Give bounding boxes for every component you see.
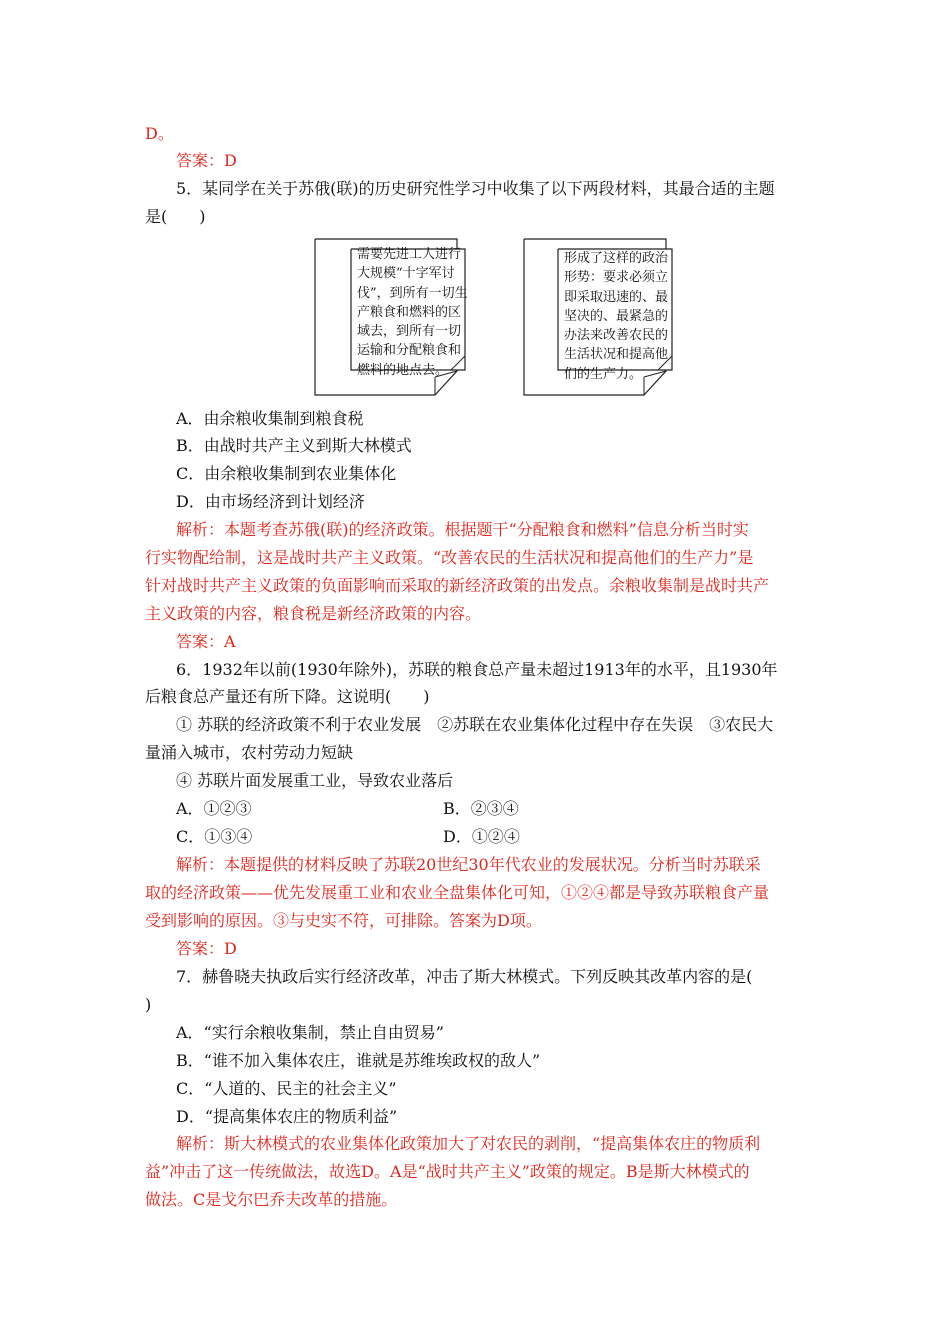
q6-option-d: D．①②④ (443, 827, 520, 846)
material-box-2 (522, 237, 682, 397)
q6-statement-line2: 量涌入城市，农村劳动力短缺 (145, 743, 354, 762)
material-text-2 (564, 249, 668, 384)
answer-label: 答案：D (176, 151, 237, 170)
q5-option-c: C．由余粮收集制到农业集体化 (176, 464, 397, 483)
previous-answer-tail: D。 (145, 124, 174, 143)
q7-explanation-line2: 益”冲击了这一传统做法，故选D。A是“战时共产主义”政策的规定。B是斯大林模式的 (145, 1162, 750, 1181)
q5-explanation-line3: 针对战时共产主义政策的负面影响而采取的新经济政策的出发点。余粮收集制是战时共产 (145, 576, 770, 595)
material-1-line: 产粮食和燃料的区 (357, 304, 462, 320)
q7-explanation-line1: 解析：斯大林模式的农业集体化政策加大了对农民的剥削，“提高集体农庄的物质利 (176, 1134, 761, 1153)
answer-q5: 答案：A (176, 632, 236, 651)
q5-explanation-line4: 主义政策的内容，粮食税是新经济政策的内容。 (145, 604, 482, 623)
material-2-line: 即采取迅速的、最 (564, 289, 669, 305)
material-1-line: 需要先进工人进行 (357, 247, 462, 262)
q6-statement-line3: ④ 苏联片面发展重工业，导致农业落后 (176, 771, 454, 790)
answer-q6: 答案：D (176, 939, 237, 958)
q6-explanation-line3: 受到影响的原因。③与史实不符，可排除。答案为D项。 (145, 911, 542, 930)
q7-explanation-line3: 做法。C是戈尔巴乔夫改革的措施。 (145, 1190, 398, 1209)
material-2-line: 办法来改善农民的 (564, 328, 669, 344)
q5-stem-line1: 5．某同学在关于苏俄(联)的历史研究性学习中收集了以下两段材料，其最合适的主题 (176, 179, 775, 198)
material-2-line: 生活状况和提高他 (564, 347, 669, 363)
q6-explanation-line2: 取的经济政策——优先发展重工业和农业全盘集体化可知，①②④都是导致苏联粮食产量 (145, 883, 770, 902)
q7-option-d: D．“提高集体农庄的物质利益” (176, 1107, 398, 1126)
q6-statement-line1: ① 苏联的经济政策不利于农业发展 ②苏联在农业集体化过程中存在失误 ③农民大 (176, 715, 774, 734)
q7-option-c: C．“人道的、民主的社会主义” (176, 1079, 397, 1098)
q6-option-a: A．①②③ (176, 799, 252, 818)
material-1-line: 大规模“十字军讨 (357, 266, 455, 282)
q6-option-b: B．②③④ (443, 799, 519, 818)
q7-option-b: B．“谁不加入集体农庄，谁就是苏维埃政权的敌人” (176, 1051, 541, 1070)
material-text-1 (357, 245, 468, 380)
material-2-line: 们的生产力。 (564, 366, 643, 382)
material-2-line: 形成了这样的政治 (564, 251, 669, 266)
q6-explanation-line1: 解析：本题提供的材料反映了苏联20世纪30年代农业的发展状况。分析当时苏联采 (176, 855, 761, 874)
q6-stem-line1: 6．1932年以前(1930年除外)，苏联的粮食总产量未超过1913年的水平，且1930年 (176, 660, 778, 679)
material-1-line: 域去，到所有一切 (357, 324, 462, 340)
q6-stem-line2: 后粮食总产量还有所下降。这说明( ) (145, 687, 430, 706)
q7-stem-line2: ) (145, 995, 152, 1014)
q6-option-c: C．①③④ (176, 827, 253, 846)
q5-option-b: B．由战时共产主义到斯大林模式 (176, 436, 412, 455)
q5-option-a: A．由余粮收集制到粮食税 (176, 409, 364, 428)
material-1-line: 燃料的地点去。 (357, 362, 449, 378)
q5-explanation-line1: 解析：本题考查苏俄(联)的经济政策。根据题干“分配粮食和燃料”信息分析当时实 (176, 520, 749, 539)
q5-stem-line2: 是( ) (145, 207, 206, 226)
q7-option-a: A．“实行余粮收集制，禁止自由贸易” (176, 1023, 444, 1042)
material-box-1 (313, 237, 473, 397)
q7-stem-line1: 7．赫鲁晓夫执政后实行经济改革，冲击了斯大林模式。下列反映其改革内容的是( (176, 967, 753, 986)
material-2-line: 坚决的、最紧急的 (564, 308, 669, 324)
q5-explanation-line2: 行实物配给制，这是战时共产主义政策。“改善农民的生活状况和提高他们的生产力”是 (145, 548, 754, 567)
material-1-line: 伐”，到所有一切生 (357, 285, 468, 301)
answer-q4 (176, 151, 237, 171)
material-1-line: 运输和分配粮食和 (357, 343, 462, 359)
material-2-line: 形势：要求必须立 (564, 270, 669, 286)
q5-option-d: D．由市场经济到计划经济 (176, 492, 365, 511)
